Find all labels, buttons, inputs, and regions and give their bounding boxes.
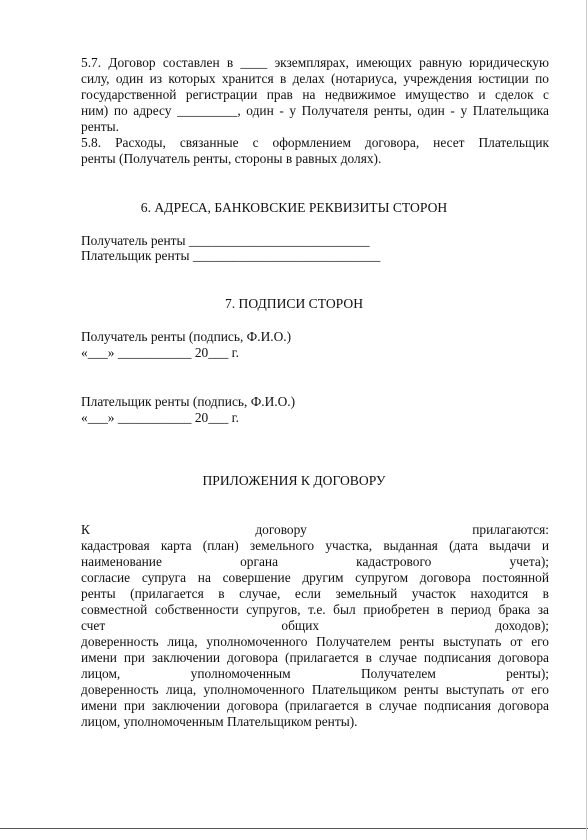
appendix-line: имени при заключении договора (прилагается в случае подписания договора	[81, 698, 549, 713]
recipient-address-line: Получатель ренты ___________________________	[81, 233, 370, 248]
appendix-line: наименование органа кадастрового учета);	[81, 554, 549, 569]
payer-signature-label: Плательщик ренты (подпись, Ф.И.О.)	[81, 394, 296, 409]
appendix-line: кадастровая карта (план) земельного участка, выданная (дата выдачи и	[81, 538, 549, 553]
clause-5-7-line: силу, один из которых хранится в делах (нотариуса, учреждения юстиции по	[81, 71, 549, 86]
appendix-line: К договору прилагаются:	[81, 522, 549, 537]
appendix-line: счет общих доходов);	[81, 618, 549, 633]
payer-address-line: Плательщик ренты ____________________________	[81, 248, 381, 263]
payer-signature-date: «___» ___________ 20___ г.	[81, 410, 239, 425]
appendix-line: имени при заключении договора (прилагается в случае подписания договора	[81, 650, 549, 665]
section-6-title: 6. АДРЕСА, БАНКОВСКИЕ РЕКВИЗИТЫ СТОРОН	[140, 200, 448, 215]
page-right-border	[586, 0, 587, 840]
recipient-signature-date: «___» ___________ 20___ г.	[81, 345, 239, 360]
recipient-signature-label: Получатель ренты (подпись, Ф.И.О.)	[81, 329, 292, 344]
appendix-line: лицом, уполномоченным Получателем ренты);	[81, 666, 549, 681]
appendix-line: согласие супруга на совершение другим супругом договора постоянной	[81, 570, 549, 585]
section-7-title: 7. ПОДПИСИ СТОРОН	[224, 296, 364, 311]
clause-5-7-line: государственной регистрации прав на недвижимое имущество и сделок с	[81, 87, 549, 102]
clause-5-7-line: 5.7. Договор составлен в ____ экземплярах, имеющих равную юридическую	[81, 55, 549, 70]
appendix-line: совместной собственности супругов, т.е. был приобретен в период брака за	[81, 602, 549, 617]
appendix-title: ПРИЛОЖЕНИЯ К ДОГОВОРУ	[202, 473, 386, 488]
appendix-line: доверенность лица, уполномоченного Плательщиком ренты выступать от его	[81, 682, 549, 697]
clause-5-7-line: ренты.	[81, 119, 120, 134]
clause-5-8-line: 5.8. Расходы, связанные с оформлением договора, несет Плательщик	[81, 135, 549, 150]
clause-5-7-line: ним) по адресу _________, один - у Получателя ренты, один - у Плательщика	[81, 103, 549, 118]
clause-5-8-line: ренты (Получатель ренты, стороны в равных долях).	[81, 151, 382, 166]
appendix-line: ренты (прилагается в случае, если земельный участок находится в	[81, 586, 549, 601]
page-bottom-border	[0, 828, 588, 829]
appendix-line: доверенность лица, уполномоченного Получателем ренты выступать от его	[81, 634, 549, 649]
appendix-line: лицом, уполномоченным Плательщиком ренты).	[81, 714, 358, 729]
